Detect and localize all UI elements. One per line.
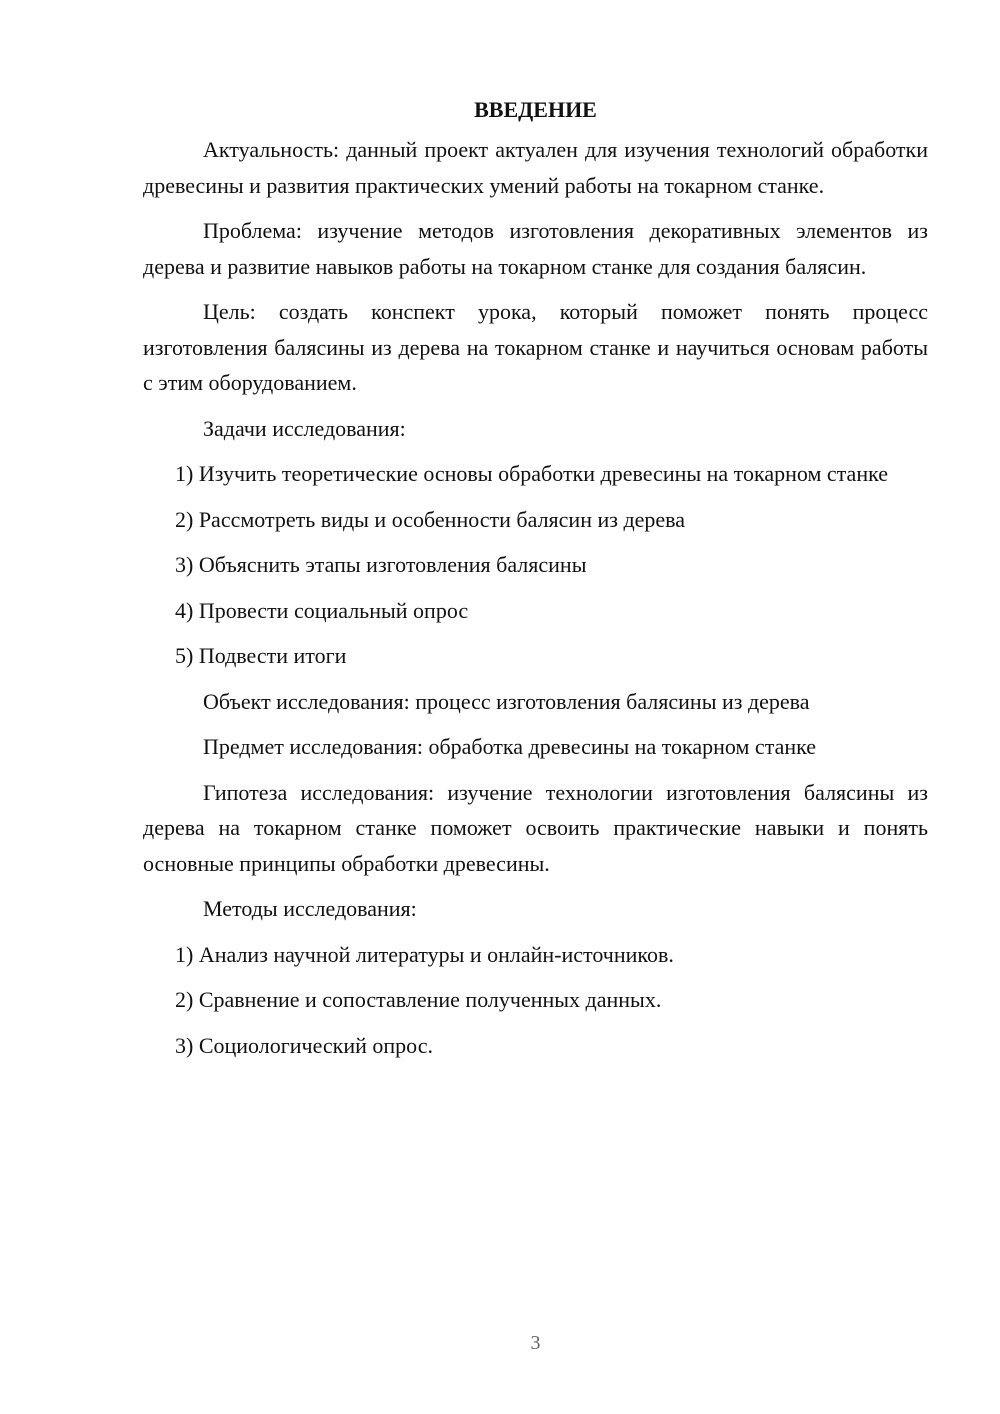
task-item: 4) Провести социальный опрос [175, 597, 469, 623]
tasks-heading: Задачи исследования: [203, 415, 406, 441]
task-item: 3) Объяснить этапы изготовления балясины [175, 552, 587, 577]
subject-paragraph: Предмет исследования: обработка древесины на токарном станке [203, 734, 817, 759]
task-item: 1) Изучить теоретические основы обработки древесины на токарном станке [175, 461, 888, 486]
hypothesis-paragraph: Гипотеза исследования: изучение технологии изготовления балясины из дерева на токарном станке поможет освоить практические навыки и понять основные принципы обработки древесины. [143, 779, 928, 876]
document-body [143, 92, 928, 1073]
method-item: 3) Социологический опрос. [175, 1032, 433, 1058]
problem-paragraph: Проблема: изучение методов изготовления декоративных элементов из дерева и развитие навыков работы на токарном станке для создания балясин. [143, 218, 928, 279]
page-title: ВВЕДЕНИЕ [474, 97, 597, 122]
method-item: 2) Сравнение и сопоставление полученных данных. [175, 987, 662, 1012]
goal-paragraph: Цель: создать конспект урока, который поможет понять процесс изготовления балясины из дерева на токарном станке и научиться основам работы с этим оборудованием. [143, 299, 928, 395]
object-paragraph: Объект исследования: процесс изготовления балясины из дерева [203, 688, 810, 714]
methods-heading: Методы исследования: [203, 896, 417, 921]
page-number: 3 [530, 1332, 541, 1354]
method-item: 1) Анализ научной литературы и онлайн-источников. [175, 941, 674, 967]
relevance-paragraph: Актуальность: данный проект актуален для изучения технологий обработки древесины и развития практических умений работы на токарном станке. [143, 137, 928, 198]
task-item: 2) Рассмотреть виды и особенности балясин из дерева [175, 506, 686, 532]
task-item: 5) Подвести итоги [175, 643, 347, 668]
